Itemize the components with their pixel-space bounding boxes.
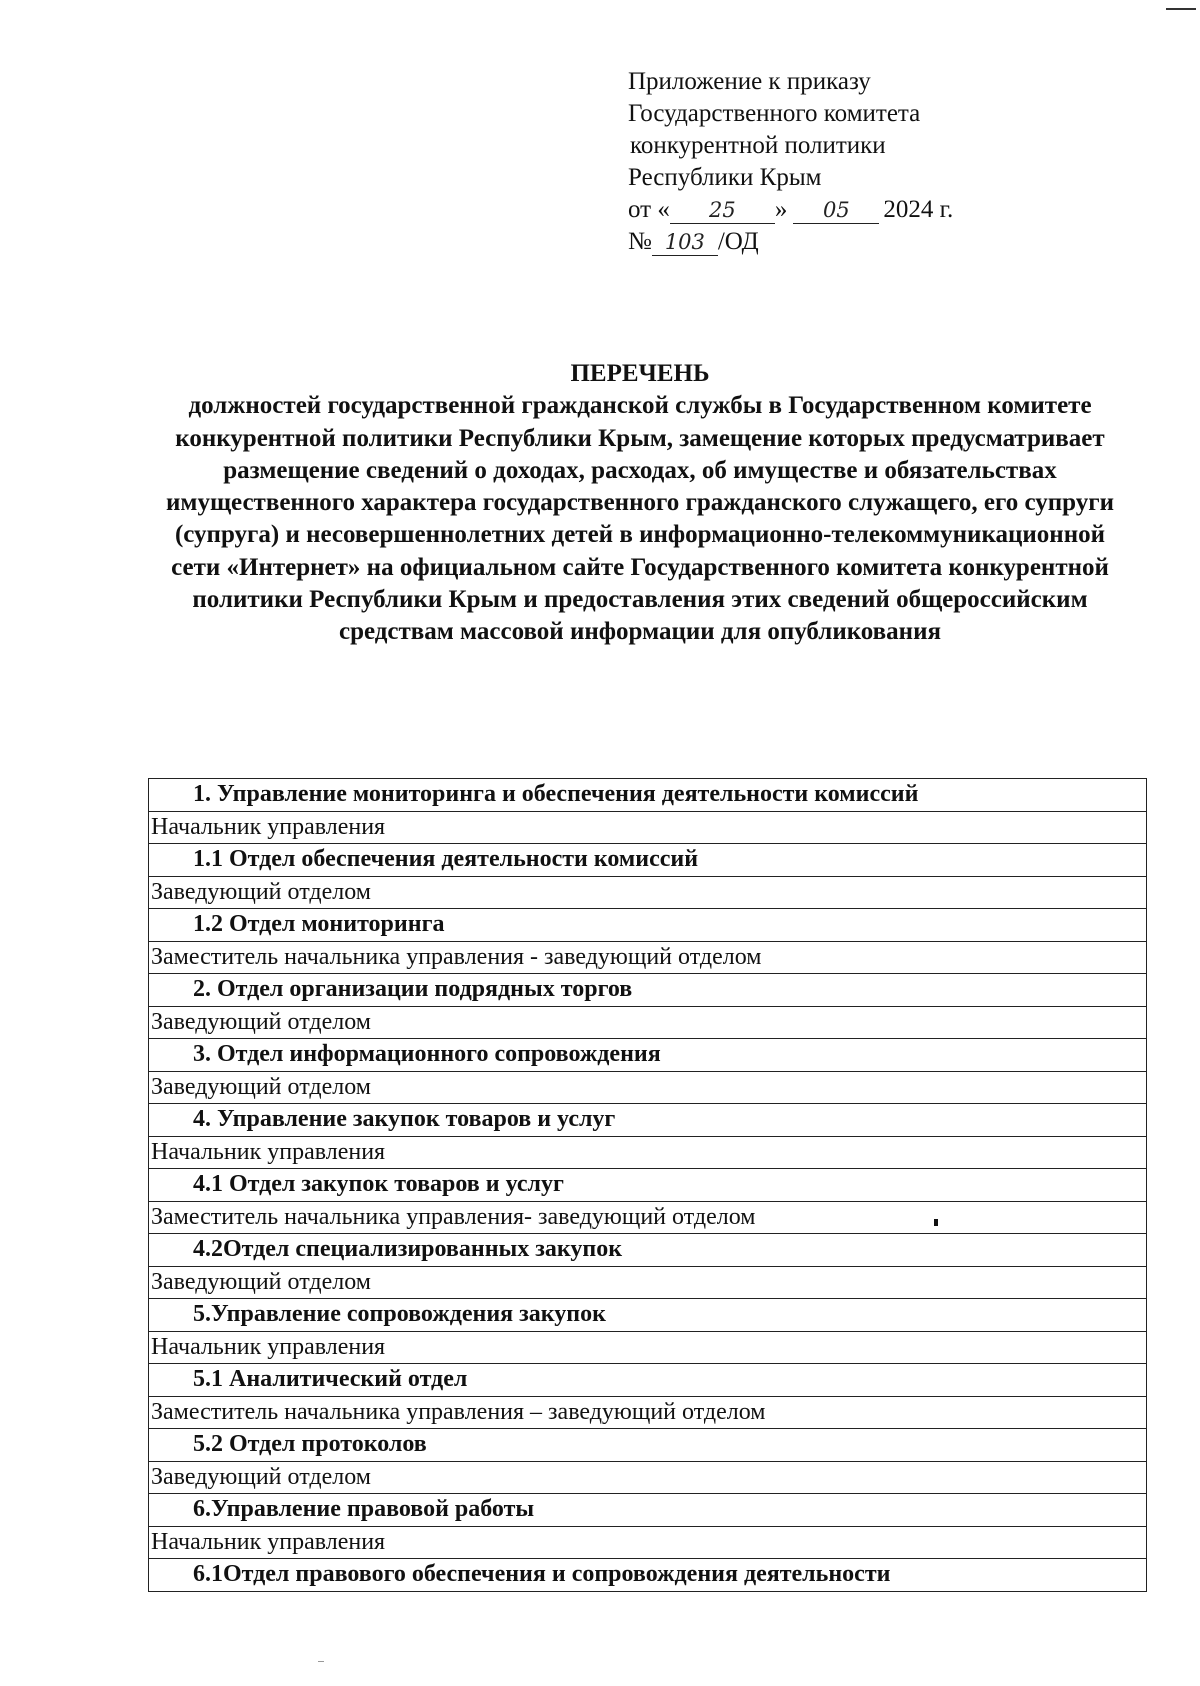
- handwritten-month: 05: [793, 197, 879, 224]
- document-title: [150, 358, 1130, 649]
- department-row: [149, 1299, 1147, 1332]
- position-title: Заведующий отделом: [149, 1266, 1147, 1299]
- position-title: Заместитель начальника управления - заведующий отделом: [149, 941, 1147, 974]
- position-title: Заведующий отделом: [149, 1071, 1147, 1104]
- handwritten-day: 25: [670, 197, 775, 224]
- department-row: [149, 974, 1147, 1007]
- position-row: [149, 1331, 1147, 1364]
- positions-table: [148, 778, 1147, 1592]
- position-title: Заведующий отделом: [149, 876, 1147, 909]
- header-line-3: конкурентной политики: [630, 132, 886, 159]
- position-row: [149, 811, 1147, 844]
- positions-table-body: [149, 779, 1147, 1592]
- number-suffix: /ОД: [717, 228, 759, 255]
- header-line-2: Государственного комитета: [628, 100, 921, 127]
- department-name: 3. Отдел информационного сопровождения: [149, 1039, 1147, 1072]
- handwritten-number: 103: [652, 229, 718, 256]
- position-row: [149, 1266, 1147, 1299]
- department-name: 6.Управление правовой работы: [149, 1494, 1147, 1527]
- department-row: [149, 779, 1147, 812]
- position-title: Начальник управления: [149, 811, 1147, 844]
- department-name: 5.1 Аналитический отдел: [149, 1364, 1147, 1397]
- department-name: 4.1 Отдел закупок товаров и услуг: [149, 1169, 1147, 1202]
- department-row: [149, 1169, 1147, 1202]
- position-title: Начальник управления: [149, 1331, 1147, 1364]
- department-row: [149, 844, 1147, 877]
- department-row: [149, 909, 1147, 942]
- department-row: [149, 1039, 1147, 1072]
- header-line-4: Республики Крым: [628, 164, 822, 191]
- department-name: 6.1Отдел правового обеспечения и сопровождения деятельности: [149, 1559, 1147, 1592]
- scan-mark: [318, 1661, 324, 1662]
- position-title: Начальник управления: [149, 1526, 1147, 1559]
- position-row: [149, 1526, 1147, 1559]
- date-mid: »: [774, 196, 788, 223]
- department-row: [149, 1364, 1147, 1397]
- corner-mark: [1166, 8, 1196, 10]
- department-name: 4.2Отдел специализированных закупок: [149, 1234, 1147, 1267]
- department-name: 1. Управление мониторинга и обеспечения деятельности комиссий: [149, 779, 1147, 812]
- department-row: [149, 1234, 1147, 1267]
- department-name: 2. Отдел организации подрядных торгов: [149, 974, 1147, 1007]
- department-row: [149, 1429, 1147, 1462]
- position-row: [149, 1136, 1147, 1169]
- position-title: Заведующий отделом: [149, 1006, 1147, 1039]
- position-row: [149, 941, 1147, 974]
- department-name: 5.Управление сопровождения закупок: [149, 1299, 1147, 1332]
- department-name: 4. Управление закупок товаров и услуг: [149, 1104, 1147, 1137]
- position-title: Начальник управления: [149, 1136, 1147, 1169]
- position-row: [149, 1071, 1147, 1104]
- department-name: 5.2 Отдел протоколов: [149, 1429, 1147, 1462]
- position-row: [149, 1461, 1147, 1494]
- position-row: [149, 1201, 1147, 1234]
- department-name: 1.1 Отдел обеспечения деятельности комиссий: [149, 844, 1147, 877]
- position-row: [149, 876, 1147, 909]
- title-body: должностей государственной гражданской службы в Государственном комитете конкурентной политики Республики Крым, замещение которых предусматривает размещение сведений о доходах, расходах, об имуществе и обязательствах имущественного характера государственного гражданского служащего, его супруги (супруга) и несовершеннолетних детей в информационно-телекоммуникационной сети «Интернет» на официальном сайте Государственного комитета конкурентной политики Республики Крым и предоставления этих сведений общероссийским средствам массовой информации для опубликования: [166, 392, 1114, 646]
- scan-dot: [934, 1219, 938, 1226]
- position-title: Заведующий отделом: [149, 1461, 1147, 1494]
- department-row: [149, 1494, 1147, 1527]
- title-heading: ПЕРЕЧЕНЬ: [570, 360, 710, 387]
- position-title: Заместитель начальника управления – заведующий отделом: [149, 1396, 1147, 1429]
- order-number-line: [628, 226, 1068, 258]
- department-row: [149, 1559, 1147, 1592]
- number-prefix: №: [628, 228, 652, 255]
- order-date-line: [628, 194, 1068, 226]
- position-row: [149, 1006, 1147, 1039]
- department-name: 1.2 Отдел мониторинга: [149, 909, 1147, 942]
- date-prefix: от «: [628, 196, 670, 223]
- date-year: 2024 г.: [883, 196, 954, 223]
- position-row: [149, 1396, 1147, 1429]
- header-line-1: Приложение к приказу: [628, 68, 871, 95]
- position-title: Заместитель начальника управления- заведующий отделом: [149, 1201, 1147, 1234]
- order-appendix-header: [628, 66, 1068, 258]
- department-row: [149, 1104, 1147, 1137]
